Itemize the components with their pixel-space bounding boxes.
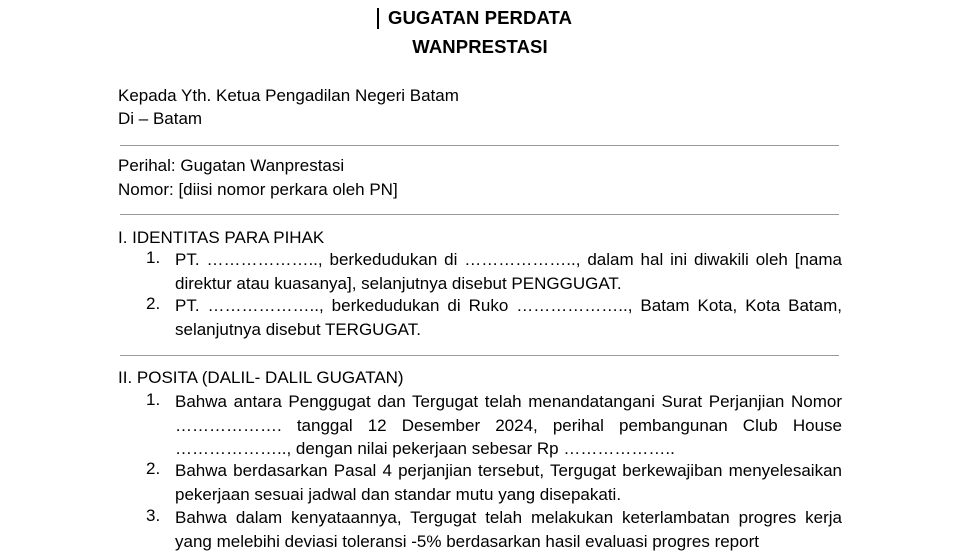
list-number: 1. bbox=[146, 390, 161, 409]
list-item-text: Bahwa antara Penggugat dan Tergugat telah menandatangani Surat Perjanjian Nomor ………………. tanggal 12 Desember 2024, perihal pembangunan Club House ……………….., dengan nilai pekerjaan sebesar Rp ……………….. bbox=[175, 392, 842, 458]
list-number: 2. bbox=[146, 294, 161, 313]
section-heading-identitas: I. IDENTITAS PARA PIHAK bbox=[118, 228, 325, 247]
list-number: 1. bbox=[146, 248, 161, 267]
document-title: GUGATAN PERDATA bbox=[387, 7, 573, 28]
perihal-line: Perihal: Gugatan Wanprestasi bbox=[118, 156, 345, 175]
horizontal-divider bbox=[120, 355, 839, 356]
address-location: Di – Batam bbox=[118, 109, 203, 128]
list-number: 2. bbox=[146, 459, 161, 478]
nomor-line: Nomor: [diisi nomor perkara oleh PN] bbox=[118, 180, 398, 199]
list-item-text: PT. ……………….., berkedudukan di Ruko ……………….., Batam Kota, Kota Batam, selanjutnya disebut TERGUGAT. bbox=[175, 296, 842, 339]
horizontal-divider bbox=[120, 214, 839, 215]
list-item-text: Bahwa berdasarkan Pasal 4 perjanjian tersebut, Tergugat berkewajiban menyelesaikan pekerjaan sesuai jadwal dan standar mutu yang disepakati. bbox=[175, 461, 842, 504]
list-item-text: PT. ……………….., berkedudukan di ……………….., dalam hal ini diwakili oleh [nama direktur atau kuasanya], selanjutnya disebut PENGGUGAT. bbox=[175, 250, 842, 293]
document-subtitle: WANPRESTASI bbox=[412, 36, 548, 57]
list-number: 3. bbox=[146, 506, 161, 525]
address-recipient: Kepada Yth. Ketua Pengadilan Negeri Batam bbox=[118, 86, 459, 105]
horizontal-divider bbox=[120, 145, 839, 146]
section-heading-posita: II. POSITA (DALIL- DALIL GUGATAN) bbox=[118, 368, 404, 387]
list-item-text: Bahwa dalam kenyataannya, Tergugat telah melakukan keterlambatan progres kerja yang melebihi deviasi toleransi -5% berdasarkan hasil evaluasi progres report bbox=[175, 508, 842, 551]
